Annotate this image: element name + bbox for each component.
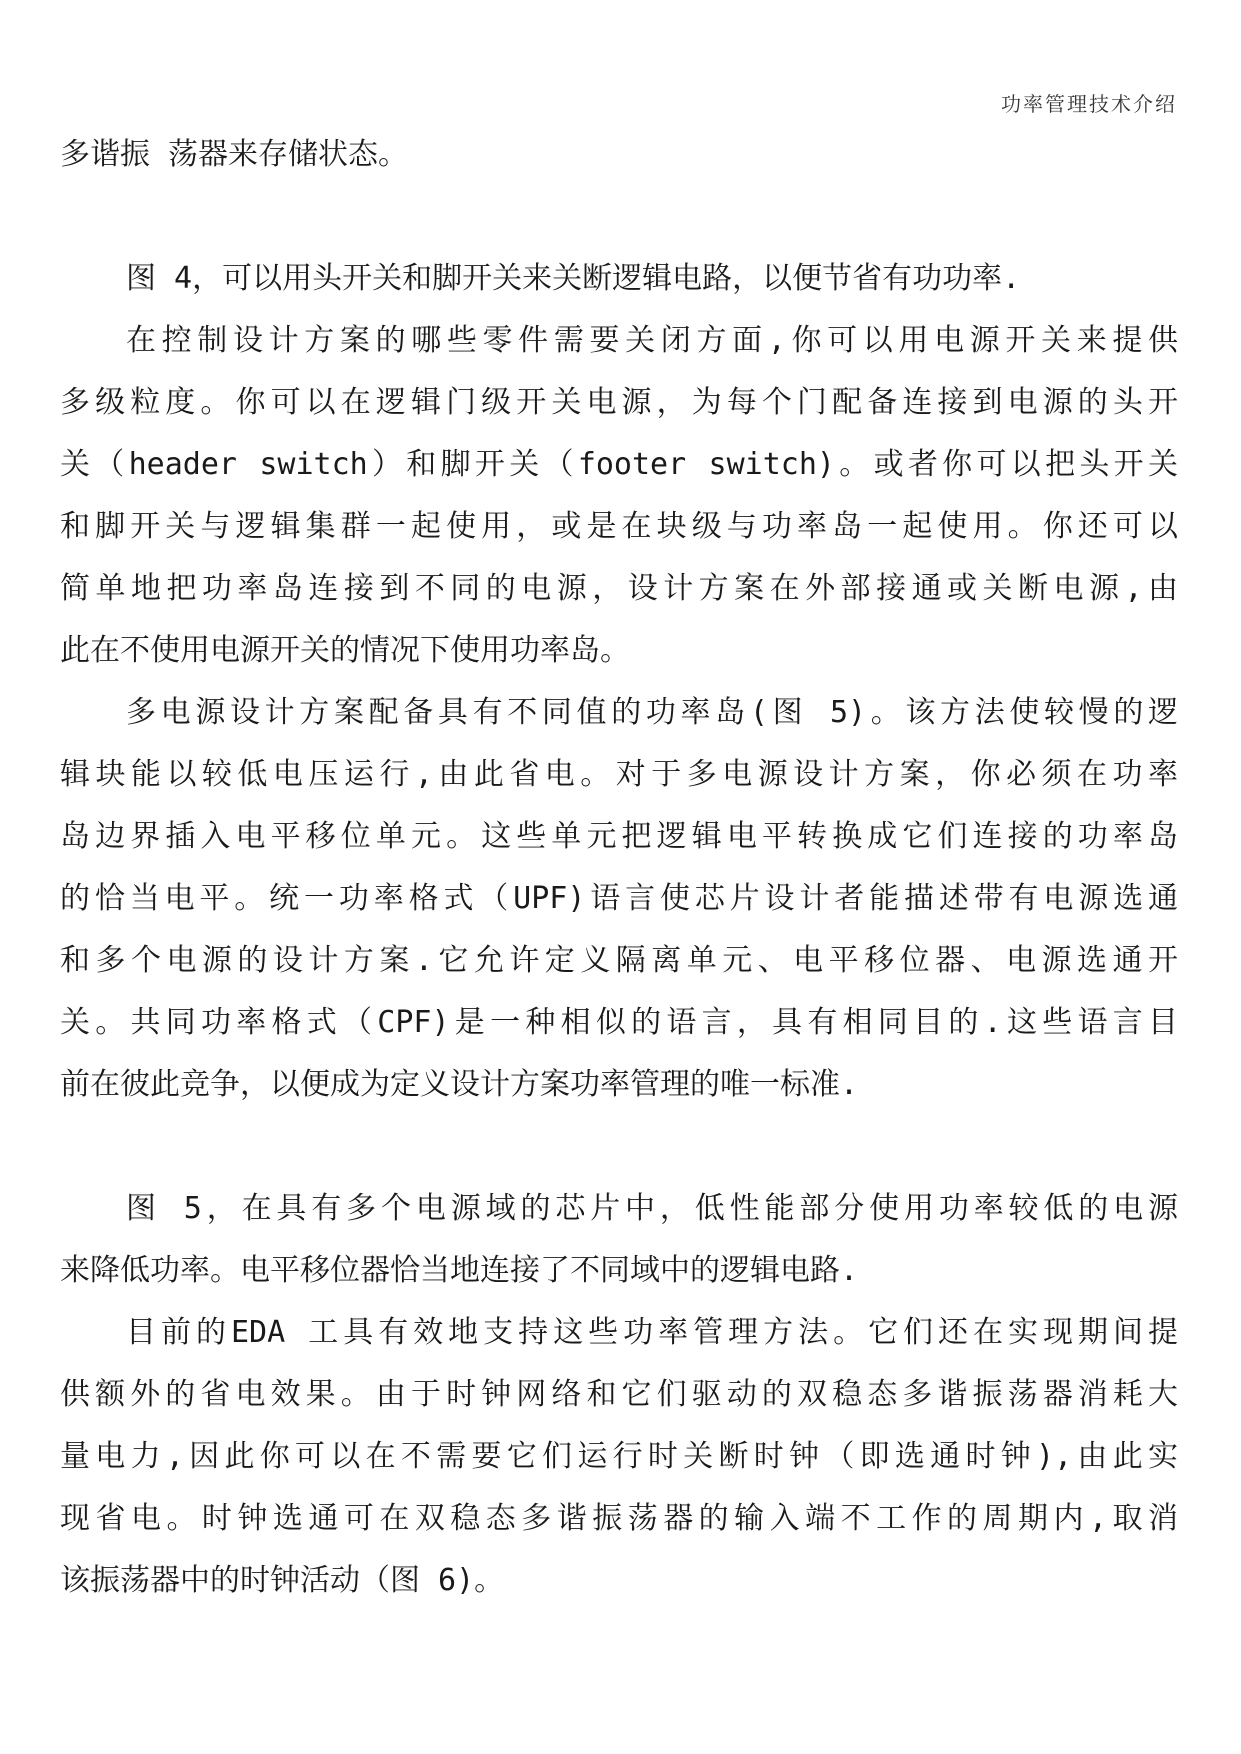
- text-line: 量电力,因此你可以在不需要它们运行时关断时钟（即选通时钟),由此实: [60, 1439, 1178, 1474]
- text-line: 前在彼此竞争，以便成为定义设计方案功率管理的唯一标准.: [60, 1067, 859, 1102]
- text-line: 供额外的省电效果。由于时钟网络和它们驱动的双稳态多谐振荡器消耗大: [60, 1377, 1178, 1412]
- running-header: 功率管理技术介绍: [1001, 92, 1177, 116]
- figure-caption: 图 4，可以用头开关和脚开关来关断逻辑电路，以便节省有功功率.: [126, 261, 1021, 296]
- text-line: 多电源设计方案配备具有不同值的功率岛(图 5)。该方法使较慢的逻: [126, 695, 1178, 730]
- text-line: 简单地把功率岛连接到不同的电源，设计方案在外部接通或关断电源,由: [60, 571, 1178, 606]
- text-line: 多级粒度。你可以在逻辑门级开关电源，为每个门配备连接到电源的头开: [60, 385, 1178, 420]
- text-line: 此在不使用电源开关的情况下使用功率岛。: [60, 633, 630, 668]
- text-line: 关。共同功率格式（CPF)是一种相似的语言，具有相同目的.这些语言目: [60, 1005, 1178, 1040]
- text-line: 目前的EDA 工具有效地支持这些功率管理方法。它们还在实现期间提: [126, 1315, 1178, 1350]
- body-text: [60, 124, 1178, 1612]
- paragraph-gap: [60, 186, 1178, 248]
- text-line: 在控制设计方案的哪些零件需要关闭方面,你可以用电源开关来提供: [126, 323, 1178, 358]
- text-line: 的恰当电平。统一功率格式（UPF)语言使芯片设计者能描述带有电源选通: [60, 881, 1178, 916]
- figure-caption: 图 5，在具有多个电源域的芯片中，低性能部分使用功率较低的电源: [126, 1191, 1178, 1226]
- text-line: 和脚开关与逻辑集群一起使用，或是在块级与功率岛一起使用。你还可以: [60, 509, 1178, 544]
- figure-caption: 来降低功率。电平移位器恰当地连接了不同域中的逻辑电路.: [60, 1253, 859, 1288]
- text-line: 和多个电源的设计方案.它允许定义隔离单元、电平移位器、电源选通开: [60, 943, 1178, 978]
- text-line: 岛边界插入电平移位单元。这些单元把逻辑电平转换成它们连接的功率岛: [60, 819, 1178, 854]
- text-line: 该振荡器中的时钟活动（图 6)。: [60, 1563, 505, 1598]
- text-line: 辑块能以较低电压运行,由此省电。对于多电源设计方案，你必须在功率: [60, 757, 1178, 792]
- text-line: 关（header switch）和脚开关（footer switch)。或者你可以把头开关: [60, 447, 1178, 482]
- text-line: 多谐振 荡器来存储状态。: [60, 137, 409, 172]
- paragraph-gap: [60, 1116, 1178, 1178]
- text-line: 现省电。时钟选通可在双稳态多谐振荡器的输入端不工作的周期内,取消: [60, 1501, 1178, 1536]
